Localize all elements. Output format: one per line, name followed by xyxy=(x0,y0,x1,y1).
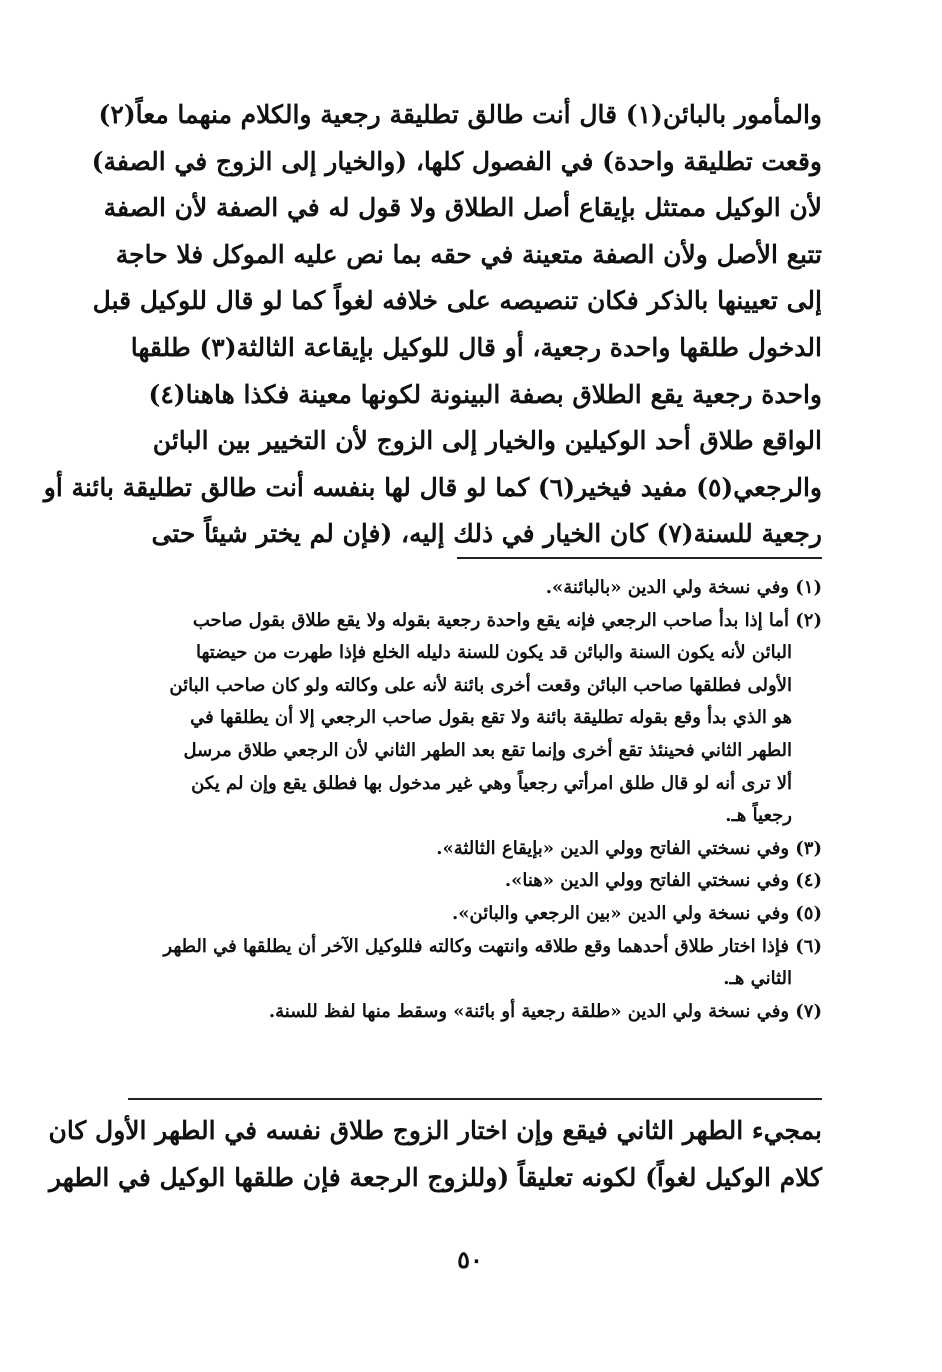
continuation-text-block xyxy=(48,1108,822,1201)
footnotes-block xyxy=(128,572,822,1028)
main-text-line: والمأمور بالبائن(١) قال أنت طالق تطليقة رجعية والكلام منهما معاً(٢) xyxy=(98,100,822,129)
footnote-3 xyxy=(128,833,822,866)
footnote-line: هو الذي بدأ وقع بقوله تطليقة بائنة ولا تقع بقول صاحب الرجعي إلا أن يطلقها في xyxy=(190,707,792,729)
footnote-separator xyxy=(457,557,822,559)
footnote-line: (١) وفي نسخة ولي الدين «بالبائنة». xyxy=(545,577,822,598)
continuation-text-line: كلام الوكيل لغواً) لكونه تعليقاً (وللزوج الرجعة فإن طلقها الوكيل في الطهر xyxy=(48,1162,822,1192)
footnote-line: ألا ترى أنه لو قال طلق امرأتي رجعياً وهي غير مدخول بها فطلق يقع وإن لم يكن xyxy=(191,772,792,794)
main-text-line: رجعية للسنة(٧) كان الخيار في ذلك إليه، (فإن لم يختر شيئاً حتى xyxy=(151,519,822,549)
footnote-line: (٦) فإذا اختار طلاق أحدهما وقع طلاقه وانتهت وكالته فللوكيل الآخر أن يطلقها في الطهر xyxy=(163,935,822,957)
footnote-line: الأولى فطلقها صاحب البائن وقعت أخرى بائنة لأنه على وكالته ولو كان صاحب البائن xyxy=(169,674,792,696)
footnote-line: الثاني هـ. xyxy=(723,968,792,990)
footnote-line: البائن لأنه يكون السنة والبائن قد يكون للسنة دليله الخلع فإذا طهرت من حيضتها xyxy=(195,642,792,664)
footnote-4 xyxy=(128,865,822,898)
footnote-2 xyxy=(128,605,822,833)
main-text-block xyxy=(43,92,822,558)
footnote-1 xyxy=(128,572,822,605)
page-number: ٥٠ xyxy=(457,1245,483,1274)
footnote-5 xyxy=(128,898,822,931)
footnote-7 xyxy=(128,996,822,1029)
footnote-line: الطهر الثاني فحينئذ تقع أخرى وإنما تقع بعد الطهر الثاني لأن الرجعي طلاق مرسل xyxy=(183,739,792,761)
footnote-line: (٤) وفي نسختي الفاتح وولي الدين «هنا». xyxy=(504,870,822,892)
footnote-line: رجعياً هـ. xyxy=(725,805,792,827)
footnote-line: (٥) وفي نسخة ولي الدين «بين الرجعي والبائن». xyxy=(452,902,822,924)
main-text-line: إلى تعيينها بالذكر فكان تنصيصه على خلافه لغواً كما لو قال للوكيل قبل xyxy=(92,286,822,316)
footnote-line: (٢) أما إذا بدأ صاحب الرجعي فإنه يقع واحدة رجعية بقوله ولا يقع طلاق بقول صاحب xyxy=(192,609,822,631)
main-text-line: والرجعي(٥) مفيد فيخير(٦) كما لو قال لها بنفسه أنت طالق تطليقة بائنة أو xyxy=(43,472,822,502)
footnote-line: (٣) وفي نسختي الفاتح وولي الدين «بإيقاع الثالثة». xyxy=(436,837,822,859)
main-text-line: الواقع طلاق أحد الوكيلين والخيار إلى الزوج لأن التخيير بين البائن xyxy=(152,426,822,456)
main-text-line: تتبع الأصل ولأن الصفة متعينة في حقه بما نص عليه الموكل فلا حاجة xyxy=(115,239,822,269)
main-text-line: واحدة رجعية يقع الطلاق بصفة البينونة لكونها معينة فكذا هاهنا(٤) xyxy=(148,379,822,409)
main-text-line: الدخول طلقها واحدة رجعية، أو قال للوكيل بإيقاعة الثالثة(٣) طلقها xyxy=(130,332,822,362)
section-divider xyxy=(128,1098,822,1100)
footnote-6 xyxy=(128,931,822,996)
continuation-text-line: بمجيء الطهر الثاني فيقع وإن اختار الزوج طلاق نفسه في الطهر الأول كان xyxy=(48,1116,822,1145)
main-text-line: وقعت تطليقة واحدة) في الفصول كلها، (والخيار إلى الزوج في الصفة) xyxy=(91,146,822,176)
footnote-line: (٧) وفي نسخة ولي الدين «طلقة رجعية أو بائنة» وسقط منها لفظ للسنة. xyxy=(268,1000,822,1022)
main-text-line: لأن الوكيل ممتثل بإيقاع أصل الطلاق ولا قول له في الصفة لأن الصفة xyxy=(103,193,822,223)
